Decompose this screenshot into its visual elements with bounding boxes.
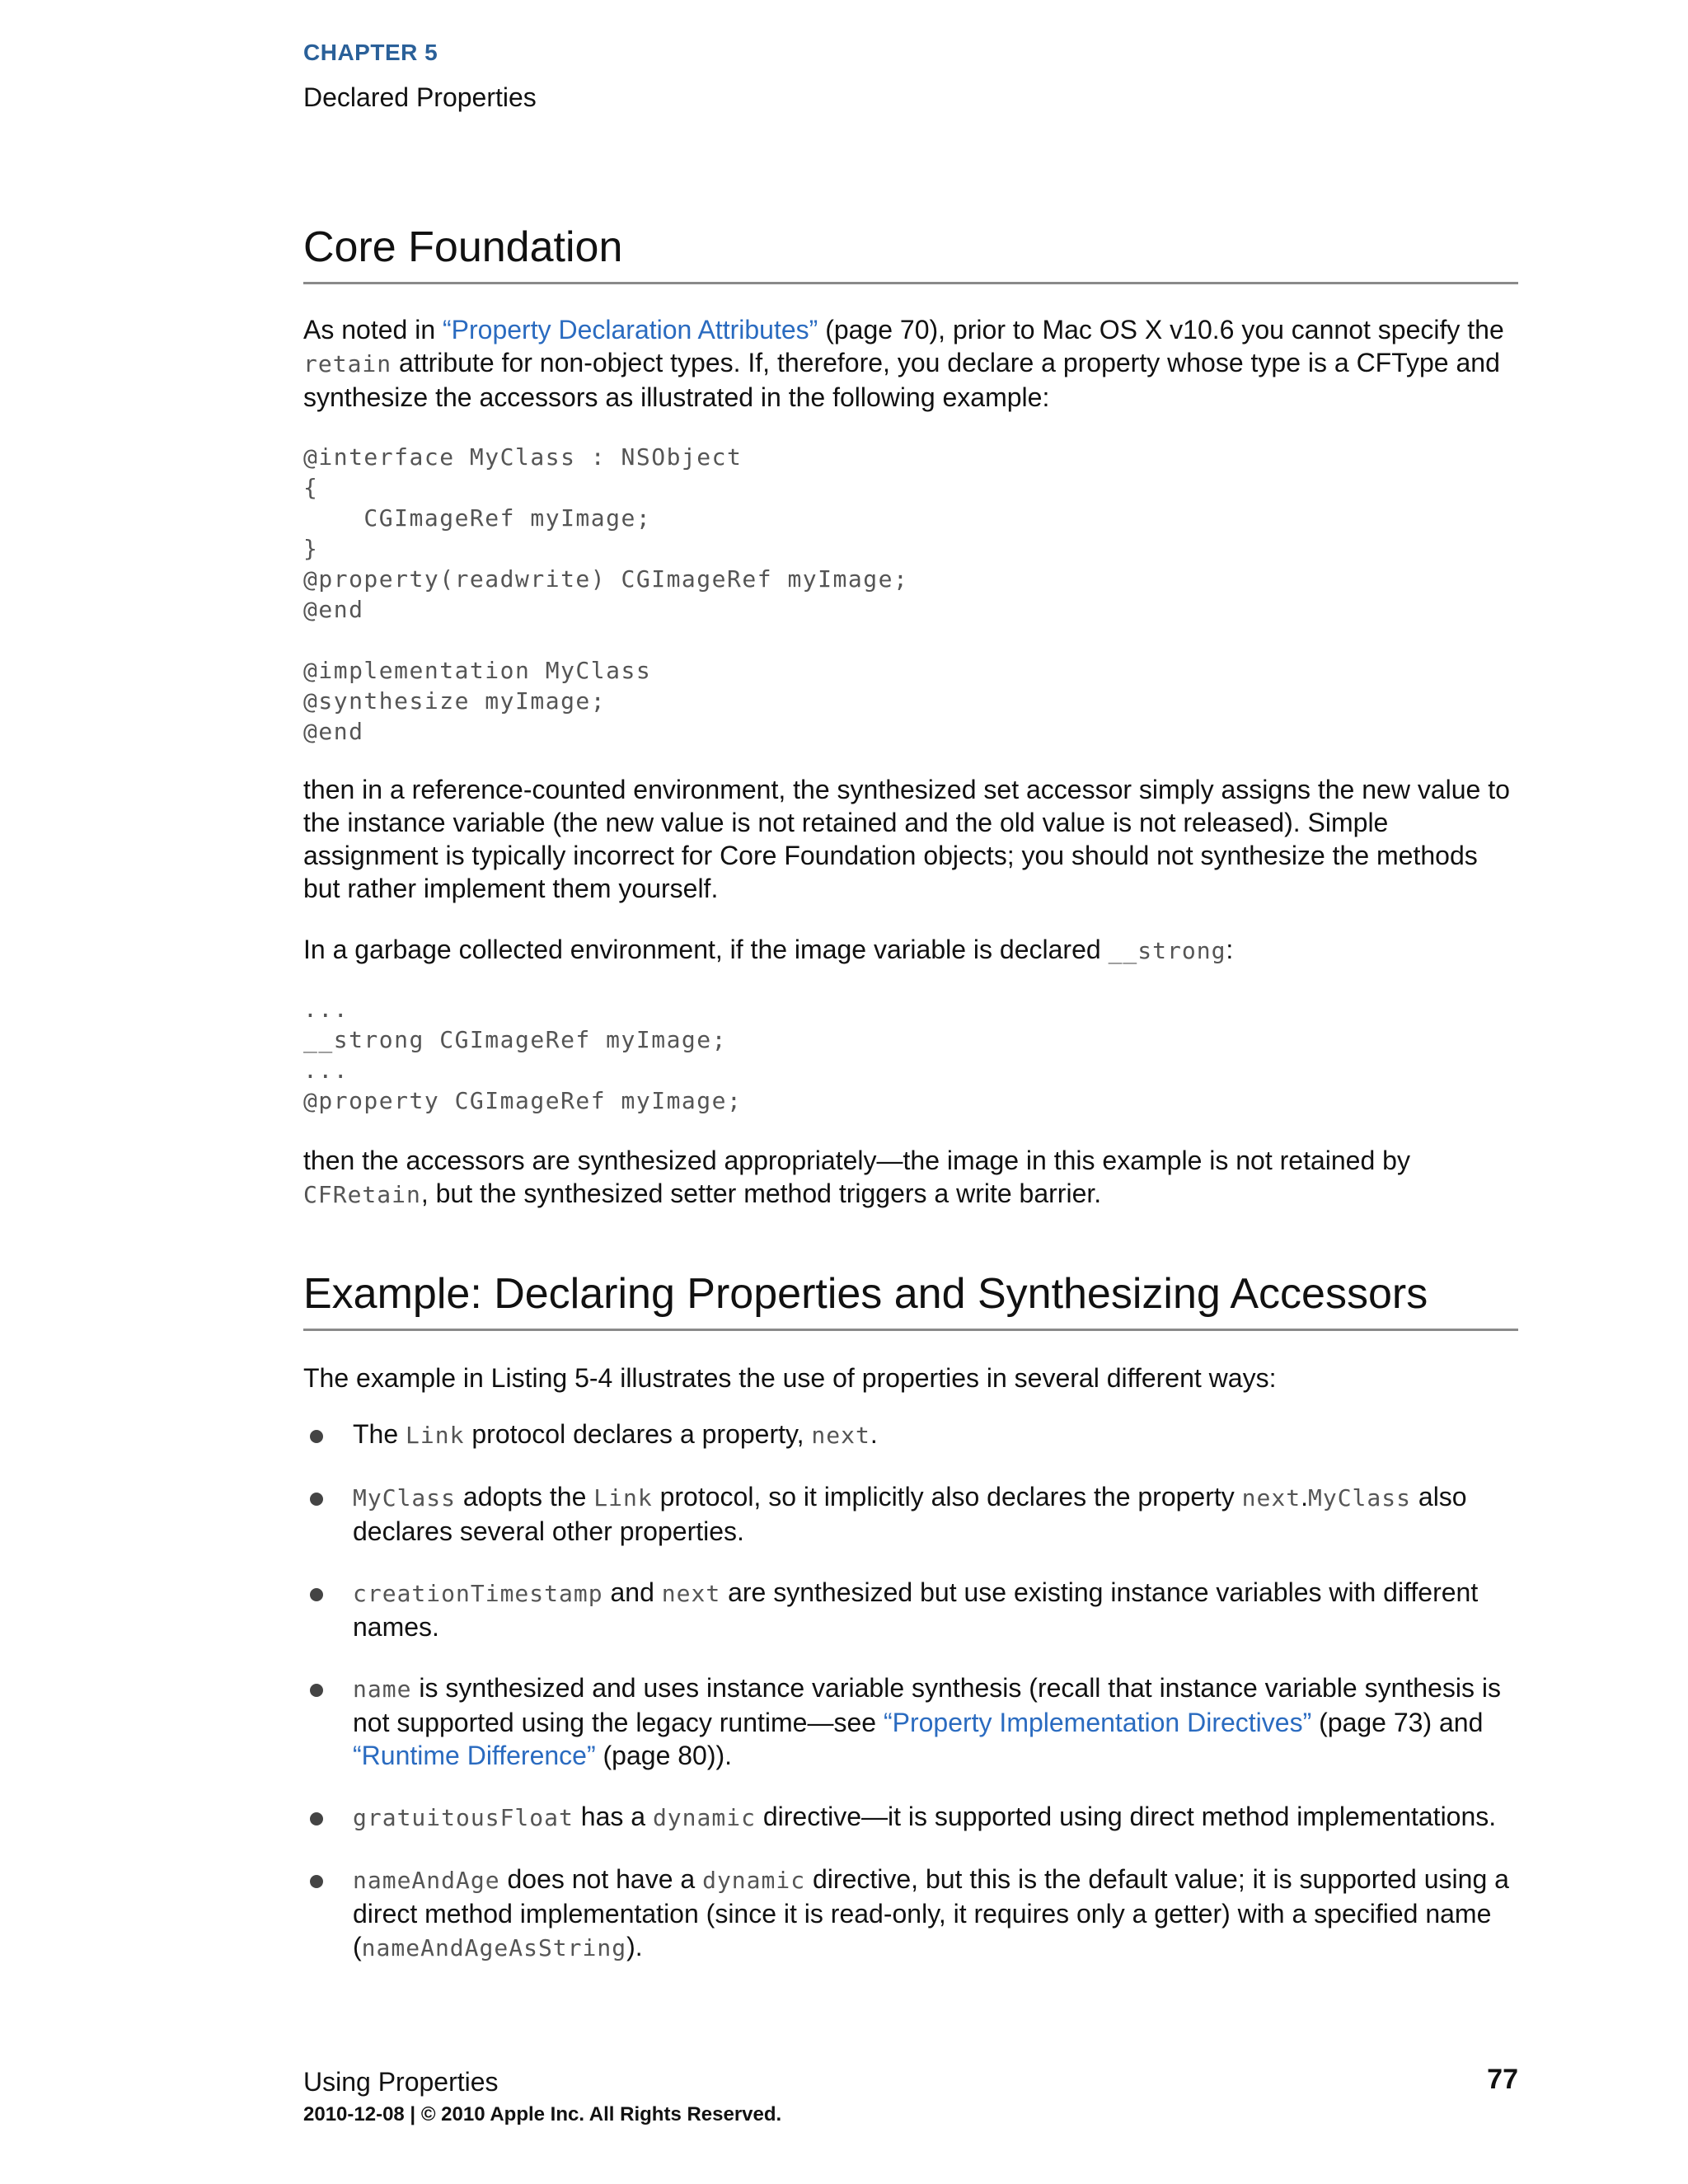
bullet-icon xyxy=(310,1812,323,1825)
code-retain: retain xyxy=(303,350,392,377)
text-span: As noted in xyxy=(303,315,443,344)
code-span: MyClass xyxy=(353,1484,457,1511)
list-item xyxy=(303,1671,1518,1772)
text-span: , but the synthesized setter method triggers a write barrier. xyxy=(420,1179,1102,1208)
text-span: . xyxy=(870,1419,878,1449)
link-property-declaration-attributes[interactable]: “Property Declaration Attributes” xyxy=(443,315,818,344)
text-span: (page 70), prior to Mac OS X v10.6 you cannot specify the xyxy=(818,315,1504,344)
list-item xyxy=(303,1480,1518,1548)
text-span: and xyxy=(603,1577,662,1607)
text-span: does not have a xyxy=(499,1864,703,1894)
link-runtime-difference[interactable]: “Runtime Difference” xyxy=(353,1741,596,1770)
paragraph-garbage-collected xyxy=(303,933,1518,968)
text-span: (page 73) and xyxy=(1311,1708,1484,1737)
bullet-icon xyxy=(310,1493,323,1506)
text-span: directive, but this is the default value; it is supported using a direct method implementation (since it is read-only, it requires only a getter) with a specified name ( xyxy=(353,1864,1509,1961)
code-block-strong: ... __strong CGImageRef myImage; ... @property CGImageRef myImage; xyxy=(303,996,743,1114)
code-span: dynamic xyxy=(652,1804,756,1831)
code-cfretain: CFRetain xyxy=(303,1181,421,1208)
bullet-icon xyxy=(310,1684,323,1697)
paragraph-reference-counted: then in a reference-counted environment, the synthesized set accessor simply assigns the new value to the instance variable (the new value is not retained and the old value is not released). Simple assignment is typically incorrect for Core Foundation objects; you should not synthesize the methods but rather implement them yourself. xyxy=(303,775,1510,903)
text-span: protocol, so it implicitly also declares the property xyxy=(652,1482,1242,1511)
code-span: MyClass xyxy=(1307,1484,1411,1511)
code-span: next xyxy=(1241,1484,1301,1511)
code-span: gratuitousFloat xyxy=(353,1804,574,1831)
text-span: directive—it is supported using direct method implementations. xyxy=(755,1802,1497,1831)
code-span: name xyxy=(353,1675,412,1703)
text-span: protocol declares a property, xyxy=(464,1419,812,1449)
text-span: then the accessors are synthesized appropriately—the image in this example is not retained by xyxy=(303,1146,1410,1175)
chapter-title: Declared Properties xyxy=(303,82,537,112)
bullet-icon xyxy=(310,1875,323,1888)
bullet-icon xyxy=(310,1588,323,1601)
text-span: are synthesized but use existing instance variables with different names. xyxy=(353,1577,1479,1642)
code-span: next xyxy=(811,1422,870,1449)
paragraph-example-intro: The example in Listing 5-4 illustrates the use of properties in several different ways: xyxy=(303,1363,1277,1393)
code-span: Link xyxy=(406,1422,465,1449)
text-span: adopts the xyxy=(456,1482,594,1511)
page-number: 77 xyxy=(1487,2064,1518,2095)
text-span: attribute for non-object types. If, therefore, you declare a property whose type is a CFType and synthesize the accessors as illustrated in the following example: xyxy=(303,348,1500,412)
text-span: has a xyxy=(573,1802,653,1831)
code-span: dynamic xyxy=(702,1867,806,1894)
code-block-myclass: @interface MyClass : NSObject { CGImageRef myImage; } @property(readwrite) CGImageRef myImage; @end @implementation MyClass @synthesize myImage; @end xyxy=(303,443,909,745)
paragraph-accessors-synthesized xyxy=(303,1144,1518,1212)
text-span: (page 80)). xyxy=(595,1741,733,1770)
footer-copyright: 2010-12-08 | © 2010 Apple Inc. All Rights Reserved. xyxy=(303,2103,782,2125)
footer-section-title: Using Properties xyxy=(303,2067,499,2097)
code-span: creationTimestamp xyxy=(353,1580,603,1607)
bullet-list xyxy=(303,1418,1518,1993)
code-span: nameAndAge xyxy=(353,1867,500,1894)
list-item xyxy=(303,1863,1518,1965)
text-span: : xyxy=(1226,935,1234,964)
text-span: In a garbage collected environment, if the image variable is declared xyxy=(303,935,1109,964)
list-item xyxy=(303,1418,1518,1452)
chapter-label: CHAPTER 5 xyxy=(303,40,438,65)
bullet-icon xyxy=(310,1430,323,1443)
text-span: The xyxy=(353,1419,406,1449)
list-item xyxy=(303,1576,1518,1643)
paragraph-intro xyxy=(303,313,1518,414)
text-span: is synthesized and uses instance variable synthesis (recall that instance variable synthesis is not supported using the legacy runtime—see xyxy=(353,1673,1501,1737)
section-heading-core-foundation: Core Foundation xyxy=(303,223,1518,284)
text-span: also declares several other properties. xyxy=(353,1482,1467,1546)
text-span: . xyxy=(1301,1482,1308,1511)
code-strong: __strong xyxy=(1108,937,1226,964)
code-span: nameAndAgeAsString xyxy=(361,1934,627,1961)
list-item xyxy=(303,1800,1518,1835)
text-span: ). xyxy=(626,1932,643,1961)
section-heading-example: Example: Declaring Properties and Synthesizing Accessors xyxy=(303,1269,1518,1331)
code-span: next xyxy=(661,1580,721,1607)
code-span: Link xyxy=(593,1484,653,1511)
link-property-implementation-directives[interactable]: “Property Implementation Directives” xyxy=(883,1708,1312,1737)
